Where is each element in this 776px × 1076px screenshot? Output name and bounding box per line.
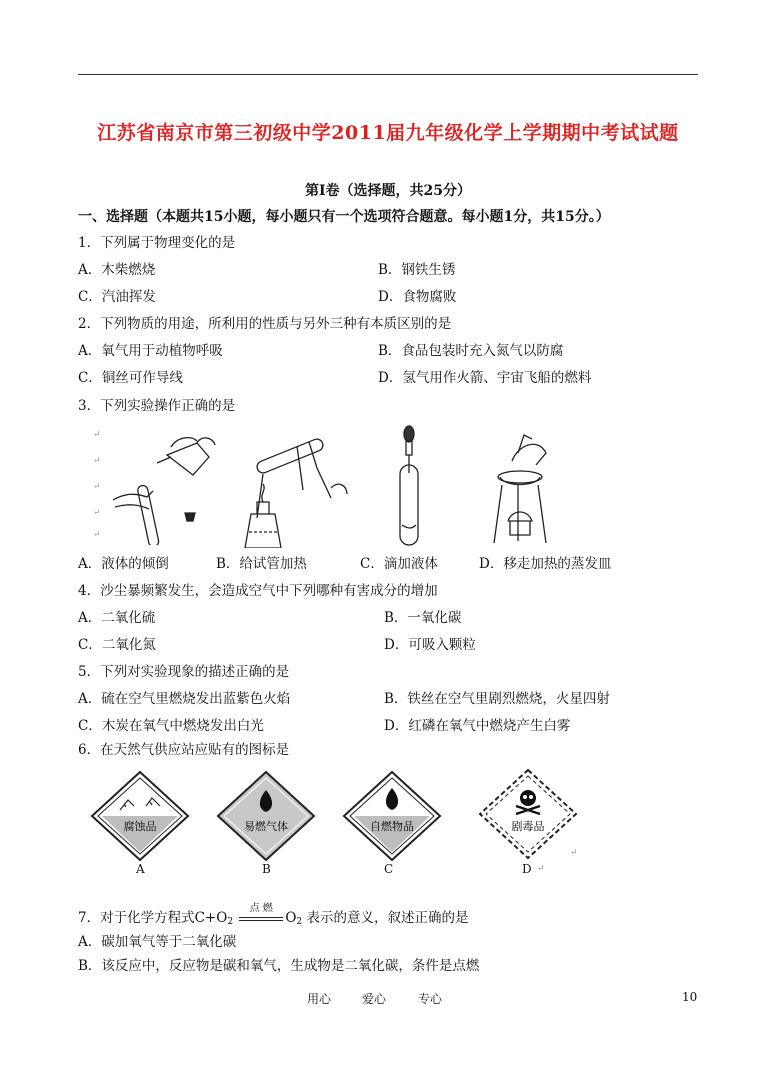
spontaneously-combustible-sign — [342, 770, 442, 862]
question-1-option-b: B．钢铁生锈 — [378, 262, 456, 278]
paragraph-mark-icon: ↵ — [93, 456, 101, 466]
question-3-stem: 3．下列实验操作正确的是 — [78, 398, 236, 414]
sign-a-letter: A — [136, 862, 145, 876]
flammable-gas-sign — [216, 770, 316, 862]
question-4-option-c: C．二氧化氮 — [78, 637, 156, 653]
heating-test-tube-figure — [235, 428, 355, 548]
question-3-option-b: B．给试管加热 — [216, 556, 307, 572]
evaporating-dish-figure — [488, 425, 558, 550]
question-2-option-b: B．食品包装时充入氮气以防腐 — [378, 343, 564, 359]
question-2-stem: 2．下列物质的用途，所利用的性质与另外三种有本质区别的是 — [78, 316, 452, 332]
footer-right: 专心 — [418, 992, 443, 1006]
sign-d-letter: D — [522, 862, 532, 876]
dropping-liquid-figure — [390, 425, 430, 550]
paragraph-mark-icon: ↵ — [93, 508, 101, 518]
pouring-liquid-figure — [105, 425, 225, 545]
question-1-stem: 1．下列属于物理变化的是 — [78, 235, 236, 251]
question-1-option-c: C．汽油挥发 — [78, 289, 156, 305]
paragraph-mark-icon: ↵ — [93, 530, 101, 540]
sign-c-letter: C — [384, 862, 394, 876]
question-2-option-a: A．氧气用于动植物呼吸 — [78, 343, 223, 359]
reaction-condition: 点 燃 — [249, 903, 273, 914]
sign-b-letter: B — [262, 862, 271, 876]
question-4-option-b: B．一氧化碳 — [384, 610, 462, 626]
page-number: 10 — [682, 990, 698, 1004]
sign-a-label: 腐蚀品 — [123, 820, 157, 833]
toxic-sign — [478, 768, 578, 860]
question-6-stem: 6．在天然气供应站应贴有的图标是 — [78, 742, 290, 758]
question-3-option-d: D．移走加热的蒸发皿 — [479, 556, 612, 572]
question-2-option-c: C．铜丝可作导线 — [78, 370, 183, 386]
question-5-option-d: D．红磷在氧气中燃烧产生白雾 — [384, 718, 571, 734]
sign-c-label: 自燃物品 — [370, 820, 414, 833]
question-5-option-a: A．硫在空气里燃烧发出蓝紫色火焰 — [78, 691, 291, 707]
question-7-stem: 7．对于化学方程式$C+O_2$ 点 燃 $O_2$ 表示的意义，叙述正确的是 — [78, 909, 468, 931]
instructions: 一、选择题（本题共15小题，每小题只有一个选项符合题意。每小题1分，共15分。） — [78, 209, 610, 225]
footer-middle: 爱心 — [362, 992, 387, 1006]
question-7-option-a: A．碳加氧气等于二氧化碳 — [78, 934, 237, 950]
question-4-option-a: A．二氧化硫 — [78, 610, 156, 626]
paragraph-mark-icon: ↵ — [93, 482, 101, 492]
question-4-stem: 4．沙尘暴频繁发生，会造成空气中下列哪种有害成分的增加 — [78, 583, 438, 599]
corrosive-sign — [90, 770, 190, 862]
header-rule — [78, 74, 698, 75]
question-5-option-b: B．铁丝在空气里剧烈燃烧，火星四射 — [384, 691, 610, 707]
question-1-option-d: D．食物腐败 — [378, 289, 457, 305]
footer-left: 用心 — [307, 992, 332, 1006]
paragraph-mark-icon: ↵ — [570, 848, 578, 858]
section-title: 第Ⅰ卷（选择题，共25分） — [304, 183, 472, 199]
question-3-option-c: C．滴加液体 — [360, 556, 438, 572]
sign-d-label: 剧毒品 — [511, 820, 545, 833]
question-5-option-c: C．木炭在氧气中燃烧发出白光 — [78, 718, 264, 734]
question-5-stem: 5．下列对实验现象的描述正确的是 — [78, 664, 290, 680]
paragraph-mark-icon: ↵ — [537, 864, 545, 874]
question-4-option-d: D．可吸入颗粒 — [384, 637, 476, 653]
question-7-option-b: B．该反应中，反应物是碳和氧气，生成物是二氧化碳，条件是点燃 — [78, 958, 480, 974]
paragraph-mark-icon: ↵ — [93, 430, 101, 440]
question-1-option-a: A．木柴燃烧 — [78, 262, 156, 278]
page-title: 江苏省南京市第三初级中学2011届九年级化学上学期期中考试试题 — [97, 122, 679, 144]
question-3-option-a: A．液体的倾倒 — [78, 556, 169, 572]
sign-b-label: 易燃气体 — [244, 820, 288, 833]
question-2-option-d: D．氢气用作火箭、宇宙飞船的燃料 — [378, 370, 592, 386]
